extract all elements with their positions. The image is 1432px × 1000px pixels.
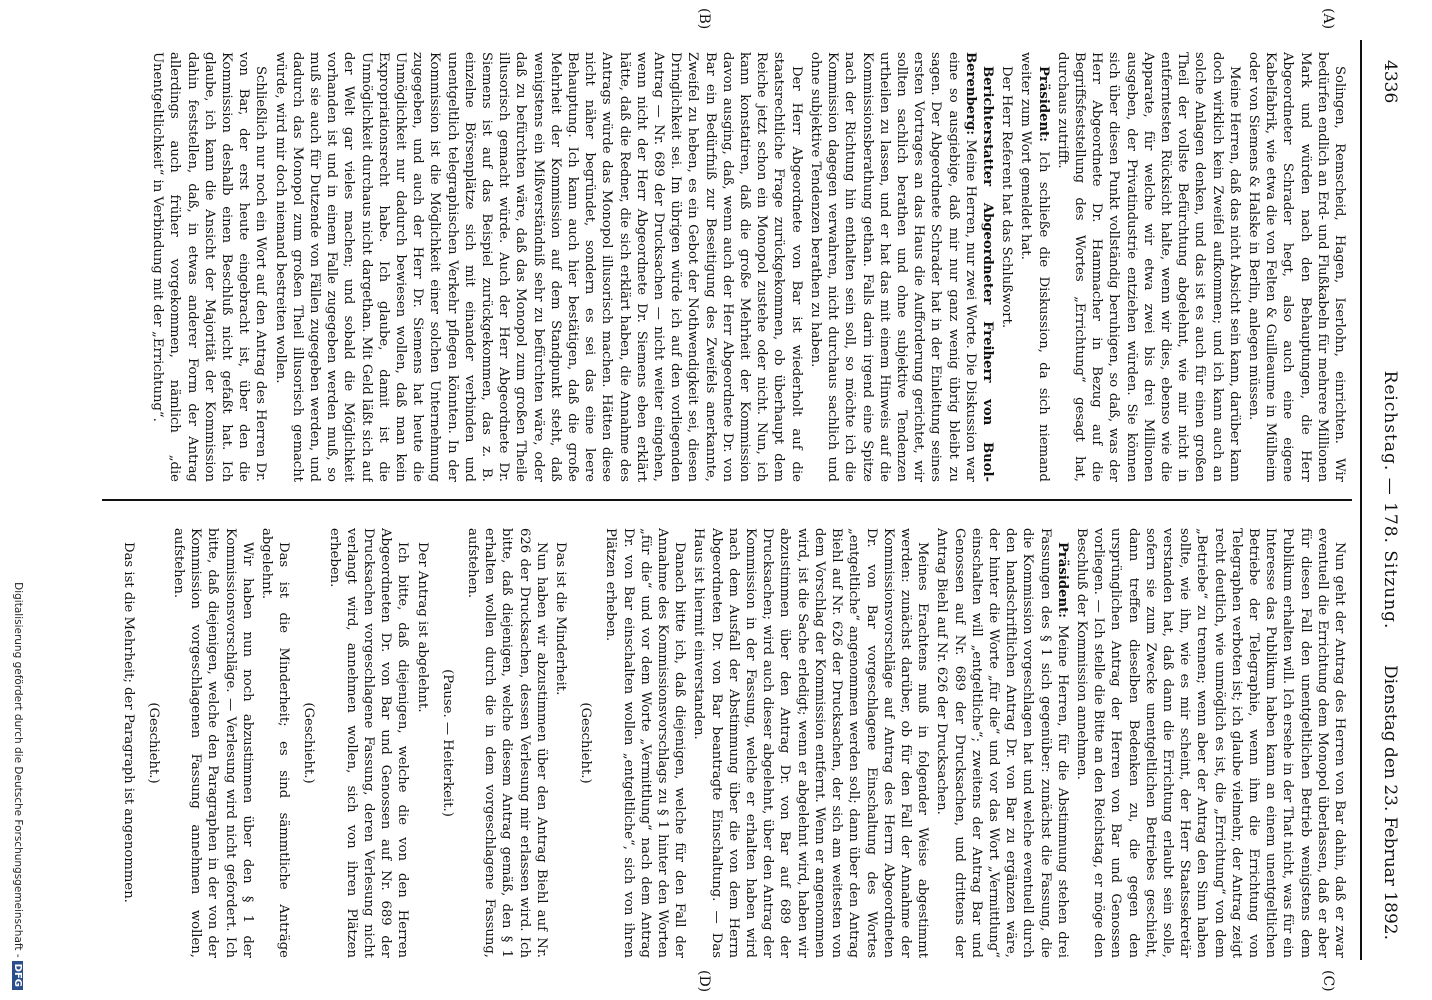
speech-text: Ich schließe die Diskussion, da sich niemand weiter zum Wort gemeldet hat. [1018, 52, 1051, 482]
margin-mark-c: (C) [1320, 970, 1336, 992]
paragraph: Der Herr Abgeordnete von Bar ist wiederholt auf die staatsrechtliche Frage zurückgekommen, ob überhaupt dem Reiche jetzt schon ein Monopol zustehe oder nicht. Nun, ich kann konstatiren, daß die große Mehrheit der Kommission davon ausging, daß, wenn auch der Herr Abgeordnete Dr. von Bar ein Bedürfniß zur Beseitigung des Zweifels anerkannte, Zweifel zu heben, es ein Gebot der Nothwendigkeit sei, diesen Dringlichkeit sei. Im übrigen würde ich auf den vorliegenden Antrag — Nr. 689 der Drucksachen — nicht weiter eingehen, wenn nicht der Herr Abgeordnete Dr. Siemens eben erklärt hätte, daß die Redner, die sich erklärt haben, die Annahme des Antrags würde das Monopol illusorisch machen. Hätten diese nicht näher begründet, sondern es sei das eine leere Behauptung. Ich kann auch hier bestätigen, daß die große Mehrheit der Kommission auf dem Standpunkt steht, daß wenigstens ein Mißverständniß sehr zu befürchten wäre, oder daß zu befürchten wäre, daß das Monopol zum großen Theile illusorisch gemacht würde. Auch der Herr Abgeordnete Dr. Siemens ist auf das Beispiel zurückgekommen, das z. B. einzelne Börsenplätze sich mit einander verbinden und unentgeltlich telegraphischen Verkehr pflegen könnten. In der Kommission ist die Möglichkeit einer solchen Unternehmung zugegeben, und auch der Herr Dr. Siemens hat heute die Unmöglichkeit nur dadurch bewiesen wollen, daß man kein Expropriationsrecht habe. Ich glaube, damit ist die Unmöglichkeit durchaus nicht dargethan. Mit Geld läßt sich auf der Welt gar vieles machen; und sobald die Möglichkeit vorhanden ist und in einem Falle zugegeben werden muß, so muß sie auch für Dutzende von Fällen zugegeben werden, und dadurch das Monopol zum großen Theil illusorisch gemacht würde, wird mir doch niemand bestreiten wollen. [272, 52, 804, 482]
header-rule [1360, 40, 1362, 960]
margin-mark-d: (D) [696, 970, 712, 993]
page-number: 4336 [1380, 60, 1400, 104]
speech-text: Meine Herren, für die Abstimmung stehen drei Fassungen des § 1 sich gegenüber: zunächst die Fassung, die die Kommission vorgeschlagen hat und welche eventuell durch den handschriftlichen Antrag Dr. von Bar zu ergänzen wäre, der hinter die Worte „für die“ und vor das Wort „Vermittlung“ einschalten will „entgeltliche“; zweitens der Antrag Bar und Genossen auf Nr. 689 der Drucksachen, und drittens der Antrag Biehl auf Nr. 626 der Drucksachen. [934, 528, 1070, 958]
stage-direction: (Pause. — Heiterkeit.) [439, 669, 455, 817]
paragraph [807, 52, 996, 482]
paragraph: Der Antrag ist abgelehnt. [414, 542, 430, 713]
margin-mark-a: (A) [1320, 8, 1336, 30]
digitization-footer [12, 430, 24, 990]
speech-text: Meine Herren, nur zwei Worte. Die Diskussion war eine so ausgiebige, daß mir nur ganz wenig übrig bleibt zu sagen. Der Abgeordnete Schrader hat in der Einleitung seines ersten Vortrages an das Haus die Aufforderung gerichtet, wir sollten sachlich berathen und ohne subjektive Tendenzen urtheilen zu lassen, und er hat das mit einem Hinweis auf die Kommissionsberathung gethan. Falls darin irgend eine Spitze nach der Richtung hin enthalten sein soll, so möchte ich die Kommission dagegen verwahren, nicht durchaus sachlich und ohne subjektive Tendenzen berathen zu haben. [807, 52, 978, 482]
paragraph: Schließlich nur noch ein Wort auf den Antrag des Herren Dr. von Bar, der erst heute eingebracht ist, über den die Kommission deshalb einen Beschluß nicht gefaßt hat. Ich glaube, ich kann die Ansicht der Majorität der Kommission dahin feststellen, daß, in etwas anderer Form der Antrag allerdings auch früher vorgekommen, nämlich „die Unentgeltlichkeit“ in Verbindung mit der „Errichtung“. [150, 52, 269, 482]
paragraph: Meines Erachtens muß in folgender Weise abgestimmt werden: zunächst darüber, ob für den Fall der Annahme der Kommissionsvorschläge auf Antrag des Herrn Abgeordneten Dr. von Bar vorgeschlagene Einschaltung des Wortes „entgeltliche“ angenommen werden soll; dann über den Antrag Biehl auf Nr. 626 der Drucksachen, der sich am weitesten von dem Vorschlag der Kommission entfernt. Wenn er angenommen wird, ist die Sache erledigt; wenn er abgelehnt wird, haben wir abzustimmen über den Antrag Dr. von Bar auf 689 der Drucksachen; wird auch dieser abgelehnt, über den Antrag der Kommission in der Fassung, welche er erhalten haben wird nach dem Ausfall der Abstimmung über die von dem Herrn Abgeordneten Dr. von Bar beantragte Einschaltung. — Das Haus ist hiermit einverstanden. [691, 528, 931, 958]
column-divider [102, 499, 1352, 501]
margin-mark-b: (B) [696, 8, 712, 30]
paragraph: Wir haben nun noch abzustimmen über den § 1 der Kommissionsvorschläge. — Verlesung wird nicht gefordert. Ich bitte, daß diejenigen, welche den Paragraphen in der von der Kommission vorgeschlagenen Fassung annehmen wollen, aufstehen. [171, 528, 255, 958]
paragraph: Ich bitte, daß diejenigen, welche die von den Herren Abgeordneten Dr. von Bar und Genossen auf Nr. 689 der Drucksachen vorgeschlagene Fassung, deren Verlesung nicht verlangt wird, annehmen wollen, sich von ihren Plätzen erheben. [326, 528, 411, 958]
paragraph [1017, 52, 1051, 482]
paragraph: Das ist die Minderheit. [553, 542, 569, 696]
stage-direction: (Geschieht.) [145, 702, 161, 784]
stage-direction: (Geschieht.) [301, 702, 317, 784]
paragraph: Das ist die Mehrheit; der Paragraph ist angenommen. [120, 542, 136, 903]
dfg-logo: DFG [12, 961, 23, 990]
right-column [103, 528, 1348, 958]
footer-text: Digitalisierung gefördert durch die Deutsche Forschungsgemeinschaft - [12, 582, 24, 958]
paragraph: Danach bitte ich, daß diejenigen, welche für den Fall der Annahme des Kommissionsvorschlags zu § 1 hinter den Worten „für die“ und vor dem Worte „Vermittlung“ nach dem Antrag Dr. von Bar einschalten wollen „entgeltliche“, sich von ihren Plätzen erheben. [603, 528, 688, 958]
left-column [103, 52, 1348, 482]
paragraph: Nun haben wir abzustimmen über den Antrag Biehl auf Nr. 626 der Drucksachen, dessen Verlesung mir erlassen wird. Ich bitte, daß diejenigen, welche diesem Antrag gemäß, den § 1 erhalten wollen durch die in dem vorgeschlagene Fassung, aufstehen. [465, 528, 549, 958]
paragraph: Das ist die Minderheit; es sind sämmtliche Anträge abgelehnt. [259, 528, 292, 958]
running-header [1366, 60, 1412, 940]
stage-direction: (Geschieht.) [578, 702, 594, 784]
paragraph [933, 528, 1071, 958]
paragraph: Der Herr Referent hat das Schlußwort. [999, 66, 1015, 329]
speaker-label: Berichterstatter Abgeordneter Freiherr von Buol-Berenberg: [962, 52, 995, 482]
paragraph: Nun geht der Antrag des Herren von Bar dahin, daß er zwar eventuell die Errichtung dem Monopol überlassen, daß er aber für diesen Fall den unentgeltlichen Betrieb wenigstens dem Publikum erhalten will. Ich ersehe in der That nicht, was für ein Interesse das Publikum haben kann an einem unentgeltlichen Betriebe der Telegraphie, wenn ihm die Errichtung von Telegraphen verboten ist; ich glaube vielmehr, der Antrag zeigt recht deutlich, wie unmöglich es ist, die „Errichtung“ von dem „Betriebe“ zu trennen; wenn aber der Antrag den Sinn haben sollte, wie ihn, wie es mir scheint, der Herr Staatssekretär verstanden hat, daß dann die Errichtung erlaubt sein solle, sofern sie zum Zwecke unentgeltlichen Betriebes geschieht, dann treffen dieselben Bedenken zu, die gegen den ursprünglichen Antrag der Herren von Bar und Genossen vorliegen. — Ich stelle die Bitte an den Reichstag, er möge den Beschluß der Kommission annehmen. [1073, 528, 1347, 958]
session-title: Reichstag. — 178. Sitzung. [1380, 370, 1400, 630]
session-date: Dienstag den 23. Februar 1892. [1380, 664, 1400, 940]
paragraph: Meine Herren, daß das nicht Absicht sein kann, darüber kann doch wirklich kein Zweifel aufkommen; und ich kann auch an solche Anlagen denken, und das ist es auch für einen großen Theil der vollste Befürchtung abgelehnt, wie mir nicht in entferntesten Rücksicht halte, wenn wir dies, ebenso wie die Apparate, für welche wir etwa zwei bis drei Millionen ausgeben, der Privatindustrie entziehen würden. Sie können sich über diesen Punkt vollständig beruhigen, so daß, was der Herr Abgeordnete Dr. Hammacher in Bezug auf die Begriffsfeststellung des Wortes „Errichtung“ gesagt hat, durchaus zutrifft. [1054, 52, 1242, 482]
paragraph: Solingen, Remscheid, Hagen, Iserlohn, einrichten. Wir bedürfen endlich an Erd- und Flußkabeln für mehrere Millionen Mark und würden nach den Behauptungen, die Herr Abgeordneter Schrader hegt, also auch eine eigene Kabelfabrik, wie etwa die von Felten & Guilleaume in Mülheim oder von Siemens & Halske in Berlin, anlegen müssen. [1245, 52, 1347, 482]
speaker-label: Präsident: [1035, 66, 1051, 143]
speaker-label: Präsident: [1054, 542, 1070, 619]
